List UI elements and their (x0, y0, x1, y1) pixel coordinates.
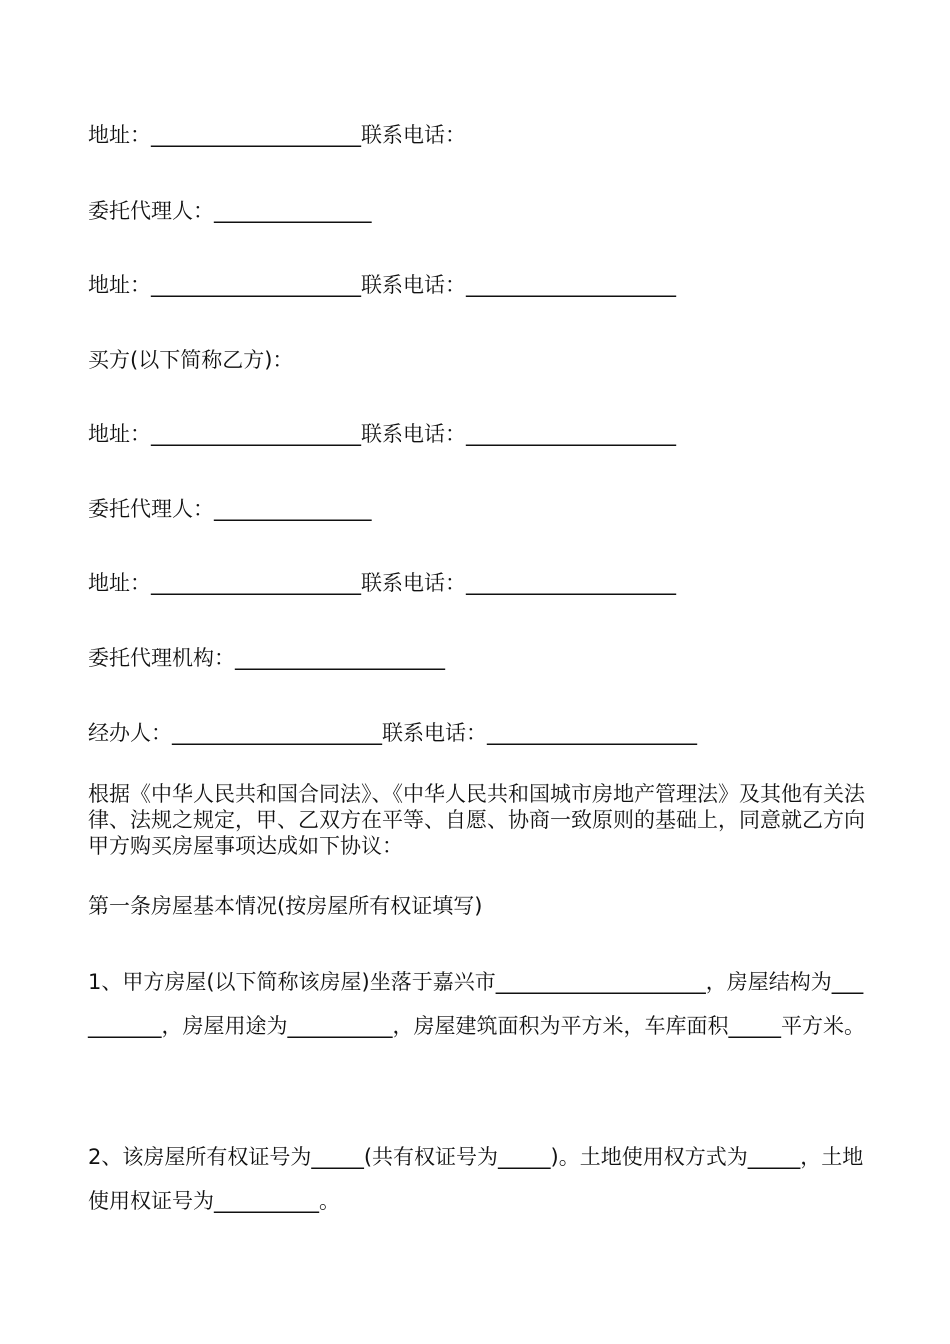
buyer-heading: 买方(以下简称乙方)： (88, 348, 294, 372)
handler-phone-line: 经办人：____________________联系电话：____________________ (88, 721, 697, 745)
seller-agent-line: 委托代理人：_______________ (88, 199, 372, 223)
agency-line: 委托代理机构：____________________ (88, 646, 445, 670)
clause-1: 1、甲方房屋(以下简称该房屋)坐落于嘉兴市____________________，房屋结构为__________，房屋用途为__________，房屋建筑面积为平方米，车库面积_____平方米。 (88, 970, 865, 1038)
seller-address-phone-line: 地址：____________________联系电话： (88, 123, 466, 147)
buyer-agent-line: 委托代理人：_______________ (88, 497, 372, 521)
buyer-agent-address-phone-line: 地址：____________________联系电话：____________________ (88, 571, 676, 595)
buyer-address-phone-line: 地址：____________________联系电话：____________________ (88, 422, 676, 446)
article1-heading: 第一条房屋基本情况(按房屋所有权证填写) (88, 894, 483, 918)
basis-paragraph: 根据《中华人民共和国合同法》、《中华人民共和国城市房地产管理法》及其他有关法律、法规之规定，甲、乙双方在平等、自愿、协商一致原则的基础上，同意就乙方向甲方购买房屋事项达成如下协议： (88, 782, 865, 858)
clause-2: 2、该房屋所有权证号为_____(共有权证号为_____)。土地使用权方式为_____，土地使用权证号为__________。 (88, 1145, 864, 1213)
seller-agent-address-phone-line: 地址：____________________联系电话：____________________ (88, 273, 676, 297)
